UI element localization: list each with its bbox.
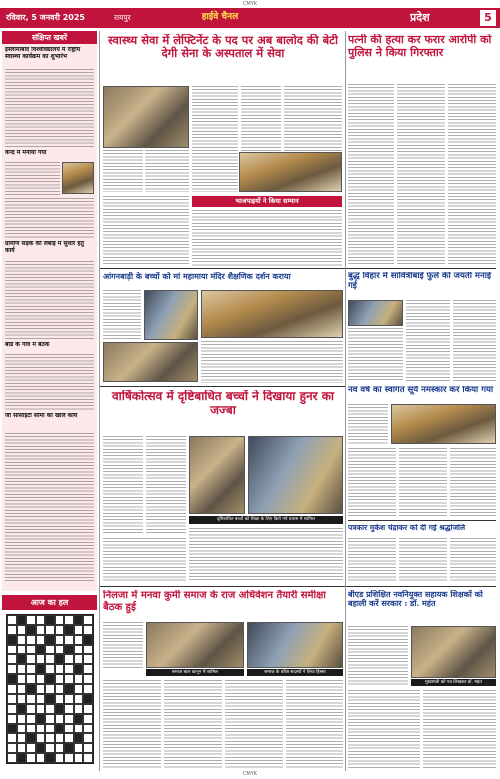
article-7-body-c — [450, 538, 496, 582]
article-1-body-f — [103, 196, 189, 266]
article-8-headline: निलजा में मनवा कुर्मी समाज के राज अधिवेशन तैयारी समीक्षा बैठक हुई — [103, 590, 326, 613]
puzzle-heading: आज का हल — [2, 595, 97, 610]
article-9-photo — [411, 626, 496, 678]
divider — [100, 268, 496, 269]
article-1-body-b — [145, 150, 189, 192]
article-6-body-b — [348, 448, 396, 516]
article-1-body-g — [192, 210, 342, 266]
top-registration-marker: CMYK — [242, 1, 258, 7]
puzzle-grid — [6, 614, 94, 764]
brief-3-body — [5, 261, 94, 339]
article-8-body-e — [286, 680, 343, 768]
column-rule — [99, 31, 100, 771]
article-5-caption: दृष्टिबाधित बच्चों को शिक्षा के लिए किये गये प्रयास में शामिल — [189, 516, 343, 524]
article-7-body-a — [348, 538, 396, 582]
article-3-body-b — [201, 341, 343, 383]
article-8-caption-b: समाज के वरिष्ठ सदस्यों ने लिया हिस्सा — [247, 669, 343, 676]
page-header — [0, 8, 500, 28]
article-1-subhead: भाजपाइयों ने किया सम्मान — [192, 196, 342, 207]
article-3-photo-b — [103, 342, 198, 382]
brief-2-body-cont — [5, 198, 94, 238]
article-8-photo-b — [247, 622, 343, 668]
brand-name: हाईवे चैनल — [201, 12, 239, 22]
brief-3-title: ग्रामीण सड़क की लंबाई में सुधार हेतु कार्य — [5, 241, 84, 254]
article-2-headline: पत्नी की हत्या कर फरार आरोपी को पुलिस ने किया गिरफ्तार — [348, 34, 492, 59]
divider — [100, 586, 496, 587]
issue-date: रविवार, 5 जनवरी 2025 — [6, 13, 85, 22]
divider — [348, 520, 496, 521]
article-1-photo-group — [239, 152, 342, 192]
brief-2-photo — [62, 162, 94, 194]
article-4-body-a — [348, 328, 403, 382]
article-6-headline: नव वर्ष का स्वागत सूर्य नमस्कार कर किया गया — [348, 386, 494, 395]
article-6-body-d — [450, 448, 496, 516]
article-9-body-c — [423, 690, 496, 768]
brief-4-body — [5, 354, 94, 410]
article-2-body-a — [348, 84, 394, 264]
article-5-body-d — [103, 538, 186, 582]
article-9-body-a — [348, 626, 408, 686]
article-4-body-c — [453, 300, 496, 382]
article-7-body-b — [399, 538, 447, 582]
article-3-photo-a — [144, 290, 198, 340]
brief-5-title: जो सोसाइटी सीमा को खोले कार्य — [5, 413, 78, 419]
page-number: 5 — [480, 10, 496, 26]
column-rule — [345, 31, 346, 771]
article-3-photo-c — [201, 290, 343, 338]
brief-1-body — [5, 69, 94, 147]
article-9-body-b — [348, 690, 420, 768]
article-7-headline: पत्रकार मुकेश चंद्राकर को दी गई श्रद्धांजलि — [348, 524, 466, 532]
brief-2-body — [5, 162, 60, 196]
news-brief-sidebar — [2, 31, 97, 591]
sidebar-heading: संक्षिप्त खबरें — [2, 31, 97, 44]
article-4-photo — [348, 300, 403, 326]
brief-2-title: केन्द्र में मनाया गया — [5, 150, 47, 156]
article-6-body-a — [348, 404, 388, 444]
article-5-photo-a — [189, 436, 245, 514]
article-9-caption: मुख्यमंत्री को पत्र लिखकर डॉ. महंत — [411, 679, 496, 686]
article-1-headline: स्वास्थ्य सेवा में लेफ्टिनेंट के पद पर अब बालोद की बेटी देगी सेना के अस्पताल में सेवा — [108, 34, 338, 61]
article-5-body-b — [146, 436, 186, 534]
article-8-body-a — [103, 622, 143, 668]
article-1-body-a — [103, 150, 143, 192]
article-5-body-a — [103, 436, 143, 534]
brief-5-body — [5, 433, 94, 583]
article-3-body-a — [103, 290, 141, 340]
brief-4-title: बोर्ड के गांव में बैठक — [5, 342, 50, 348]
article-8-photo-a — [146, 622, 244, 668]
article-1-photo-portrait — [103, 86, 189, 148]
article-5-headline: वार्षिकोत्सव में दृष्टिबाधित बच्चों ने दिखाया हुनर का जज्बा — [111, 390, 335, 417]
article-4-body-b — [406, 300, 450, 382]
article-8-body-d — [225, 680, 283, 768]
section-name: प्रदेश — [410, 11, 430, 24]
article-3-headline: आंगनबाड़ी के बच्चों को मां महामाया मंदिर शैक्षणिक दर्शन कराया — [103, 272, 291, 281]
article-5-body-c — [189, 528, 343, 582]
article-5-photo-b — [248, 436, 343, 514]
article-1-body-c — [192, 86, 238, 192]
article-2-body-c — [448, 84, 496, 264]
brief-1-title: इस्लामाबाद विश्वविद्यालय में राष्ट्रीय स्वास्थ्य कार्यक्रम का शुभारंभ — [5, 47, 81, 60]
article-6-photo — [391, 404, 496, 444]
article-8-caption-a: समाज बाल कानून में शामिल — [146, 669, 244, 676]
divider — [100, 386, 346, 387]
article-2-body-b — [397, 84, 445, 264]
article-6-body-c — [399, 448, 447, 516]
city-name: रायपुर — [114, 13, 131, 22]
article-8-body-c — [164, 680, 222, 768]
article-4-headline: बुद्ध विहार में सावित्रीबाई फुले की जयंती मनाई गई — [348, 272, 492, 291]
article-9-headline: बीएड प्रशिक्षित नवनियुक्त सहायक शिक्षकों को बहाली करें सरकार : डॉ. महंत — [348, 590, 483, 609]
bottom-registration-marker: CMYK — [242, 771, 258, 777]
article-8-body-b — [103, 680, 161, 768]
